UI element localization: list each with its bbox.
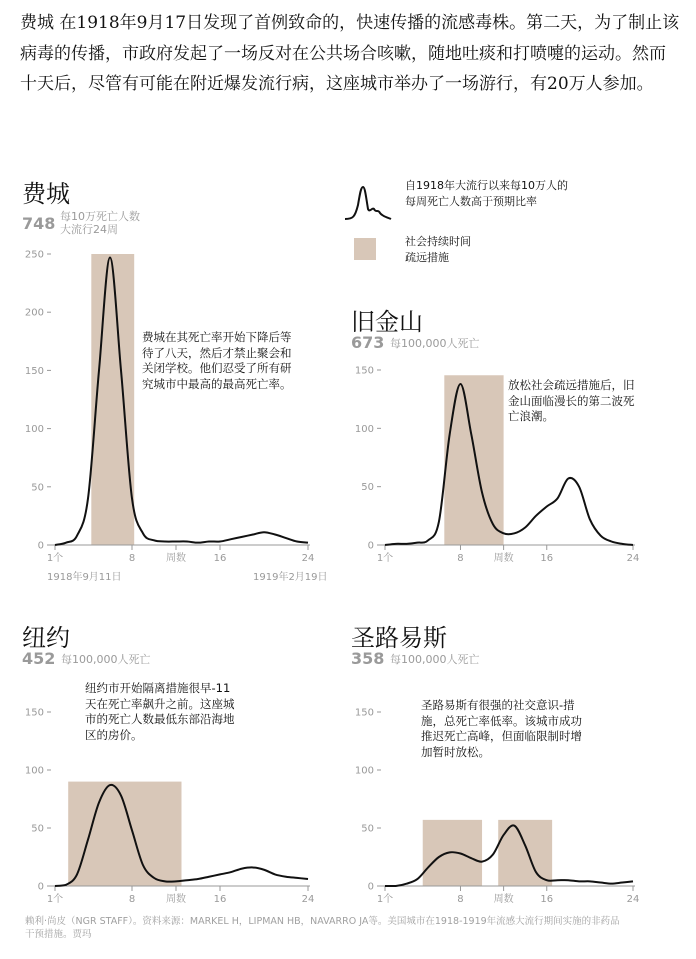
y-tick-label: 50 bbox=[361, 823, 374, 835]
data-point-week-14 bbox=[197, 878, 199, 880]
data-point-week-5 bbox=[98, 369, 100, 371]
distancing-band-1 bbox=[444, 375, 503, 545]
data-point-week-4 bbox=[416, 878, 418, 880]
data-point-week-10 bbox=[153, 877, 155, 879]
data-point-week-17 bbox=[230, 538, 232, 540]
data-point-week-10 bbox=[153, 539, 155, 541]
y-tick-label: 100 bbox=[354, 423, 374, 435]
note-san-francisco: 放松社会疏远措施后，旧金山面临漫长的第二波死亡浪潮。 bbox=[508, 378, 635, 423]
data-point-week-14 bbox=[524, 526, 526, 528]
distancing-band-1 bbox=[91, 254, 134, 545]
data-point-week-11 bbox=[164, 880, 166, 882]
y-tick-label: 100 bbox=[24, 424, 44, 436]
data-point-week-5 bbox=[427, 866, 429, 868]
x-tick-label: 24 bbox=[301, 553, 315, 564]
city-title-san-francisco: 旧金山 bbox=[351, 308, 423, 336]
data-point-week-13 bbox=[513, 824, 515, 826]
data-point-week-12 bbox=[502, 532, 504, 534]
unit-st-louis: 每100,000人死亡 bbox=[390, 653, 480, 666]
data-point-week-9 bbox=[142, 532, 144, 534]
data-point-week-11 bbox=[492, 523, 494, 525]
data-point-week-1 bbox=[54, 544, 56, 546]
data-point-week-18 bbox=[567, 879, 569, 881]
data-point-week-23 bbox=[296, 540, 298, 542]
x-tick-label: 24 bbox=[626, 894, 640, 905]
y-tick-label: 100 bbox=[24, 765, 44, 777]
data-point-week-23 bbox=[621, 543, 623, 545]
data-point-week-8 bbox=[459, 383, 461, 385]
data-point-week-2 bbox=[65, 884, 67, 886]
data-point-week-5 bbox=[427, 539, 429, 541]
data-point-week-16 bbox=[219, 540, 221, 542]
data-point-week-19 bbox=[252, 866, 254, 868]
data-point-week-21 bbox=[599, 881, 601, 883]
data-point-week-14 bbox=[197, 541, 199, 543]
data-point-week-9 bbox=[142, 864, 144, 866]
unit-new-york: 每100,000人死亡 bbox=[61, 653, 151, 666]
x-tick-label: 16 bbox=[540, 894, 554, 905]
data-point-week-21 bbox=[274, 533, 276, 535]
data-point-week-12 bbox=[502, 834, 504, 836]
x-tick-label: 8 bbox=[457, 553, 464, 564]
data-point-week-16 bbox=[546, 879, 548, 881]
y-tick-label: 150 bbox=[354, 365, 374, 377]
data-point-week-15 bbox=[535, 871, 537, 873]
x-tick-label: 16 bbox=[213, 894, 227, 905]
death-rate-san-francisco: 673 bbox=[351, 333, 385, 352]
data-point-week-22 bbox=[285, 537, 287, 539]
data-point-week-17 bbox=[556, 879, 558, 881]
data-point-week-10 bbox=[481, 491, 483, 493]
x-tick-label: 周数 bbox=[493, 894, 514, 905]
data-point-week-15 bbox=[208, 540, 210, 542]
data-point-week-17 bbox=[556, 497, 558, 499]
intro-paragraph: 费城 在1918年9月17日发现了首例致命的，快速传播的流感毒株。第二天，为了制止该病毒的传播，市政府发起了一场反对在公共场合咳嗽，随地吐痰和打喷嚏的运动。然而十天后，尽管有可能在附近爆发流行病，这座城市举办了一场游行，有20万人参加。 bbox=[20, 13, 680, 94]
data-point-week-22 bbox=[610, 882, 612, 884]
data-point-week-7 bbox=[448, 851, 450, 853]
x-tick-label: 8 bbox=[128, 553, 136, 564]
x-tick-label: 1个 bbox=[46, 553, 64, 564]
data-point-week-1 bbox=[384, 544, 386, 546]
data-point-week-5 bbox=[98, 801, 100, 803]
note-st-louis: 圣路易斯有很强的社交意识-措施，总死亡率低率。该城市成功推迟死亡高峰，但面临限制时增加暂时放松。 bbox=[421, 698, 582, 759]
x-tick-label: 1个 bbox=[376, 894, 394, 905]
data-point-week-3 bbox=[76, 873, 78, 875]
end-date-philadelphia: 1919年2月19日 bbox=[253, 572, 328, 583]
data-point-week-9 bbox=[470, 857, 472, 859]
data-point-week-11 bbox=[164, 540, 166, 542]
data-point-week-24 bbox=[632, 544, 634, 546]
start-date-philadelphia: 1918年9月11日 bbox=[47, 572, 122, 583]
data-point-week-19 bbox=[578, 880, 580, 882]
chart-philadelphia bbox=[0, 240, 345, 585]
data-point-week-20 bbox=[589, 518, 591, 520]
data-point-week-18 bbox=[567, 477, 569, 479]
data-point-week-4 bbox=[87, 838, 89, 840]
data-point-week-12 bbox=[175, 540, 177, 542]
y-tick-label: 50 bbox=[31, 823, 44, 835]
y-tick-label: 0 bbox=[367, 540, 374, 552]
data-point-week-8 bbox=[459, 852, 461, 854]
data-point-week-7 bbox=[448, 433, 450, 435]
x-tick-label: 周数 bbox=[166, 553, 186, 564]
y-tick-label: 250 bbox=[24, 249, 44, 261]
data-point-week-7 bbox=[120, 794, 122, 796]
data-point-week-4 bbox=[87, 497, 89, 499]
data-point-week-6 bbox=[438, 520, 440, 522]
data-point-week-23 bbox=[621, 881, 623, 883]
data-point-week-13 bbox=[513, 532, 515, 534]
y-tick-label: 150 bbox=[354, 707, 374, 719]
city-title-st-louis: 圣路易斯 bbox=[351, 624, 447, 652]
note-new-york: 纽约市开始隔离措施很早-11天在死亡率飙升之前。这座城市的死亡人数最低东部沿海地区的房价。 bbox=[85, 681, 235, 742]
data-point-week-4 bbox=[416, 541, 418, 543]
y-tick-label: 0 bbox=[37, 881, 44, 893]
data-point-week-3 bbox=[76, 534, 78, 536]
x-tick-label: 24 bbox=[626, 553, 640, 564]
y-tick-label: 100 bbox=[354, 765, 374, 777]
city-title-new-york: 纽约 bbox=[22, 624, 70, 652]
data-point-week-24 bbox=[632, 880, 634, 882]
legend-line-label: 自1918年大流行以来每10万人的 每周死亡人数高于预期比率 bbox=[405, 179, 568, 208]
y-tick-label: 50 bbox=[31, 482, 44, 494]
death-rate-st-louis: 358 bbox=[351, 649, 385, 668]
data-point-week-7 bbox=[120, 369, 122, 371]
y-tick-label: 50 bbox=[361, 482, 374, 494]
x-tick-label: 周数 bbox=[166, 894, 186, 905]
data-point-week-19 bbox=[252, 533, 254, 535]
data-point-week-23 bbox=[296, 877, 298, 879]
data-point-week-17 bbox=[230, 871, 232, 873]
data-point-week-2 bbox=[395, 885, 397, 887]
data-point-week-9 bbox=[470, 433, 472, 435]
legend-band-swatch bbox=[354, 238, 376, 260]
data-point-week-3 bbox=[405, 882, 407, 884]
legend-line-icon bbox=[343, 183, 393, 223]
data-point-week-14 bbox=[524, 844, 526, 846]
death-rate-new-york: 452 bbox=[22, 649, 56, 668]
data-point-week-20 bbox=[263, 869, 265, 871]
x-tick-label: 16 bbox=[540, 553, 554, 564]
x-tick-label: 8 bbox=[457, 894, 464, 905]
data-point-week-8 bbox=[131, 497, 133, 499]
data-point-week-3 bbox=[405, 543, 407, 545]
data-point-week-10 bbox=[481, 860, 483, 862]
data-point-week-24 bbox=[307, 541, 309, 543]
x-tick-label: 周数 bbox=[493, 553, 514, 564]
data-point-week-1 bbox=[384, 885, 386, 887]
y-tick-label: 0 bbox=[367, 881, 374, 893]
x-tick-label: 16 bbox=[213, 553, 227, 564]
distancing-band-1 bbox=[68, 782, 181, 886]
x-tick-label: 24 bbox=[301, 894, 315, 905]
data-point-week-22 bbox=[285, 876, 287, 878]
note-philadelphia: 费城在其死亡率开始下降后等待了八天，然后才禁止聚会和关闭学校。他们忍受了所有研究城市中最高的最高死亡率。 bbox=[142, 330, 292, 391]
data-point-week-12 bbox=[175, 880, 177, 882]
data-point-week-19 bbox=[578, 485, 580, 487]
data-point-week-21 bbox=[274, 873, 276, 875]
unit-san-francisco: 每100,000人死亡 bbox=[390, 337, 480, 350]
legend-band-label: 社会持续时间 疏远措施 bbox=[405, 235, 471, 264]
x-tick-label: 1个 bbox=[46, 894, 64, 905]
city-title-philadelphia: 费城 bbox=[22, 180, 70, 208]
data-point-week-6 bbox=[438, 856, 440, 858]
data-point-week-16 bbox=[546, 505, 548, 507]
data-point-week-2 bbox=[395, 543, 397, 545]
source-footer: 赖利·尚皮（NGR STAFF）。资料来源：MARKEL H，LIPMAN HB，NAVARRO JA等。美国城市在1918-1919年流感大流行期间实施的非药品干预措施。贾玛 bbox=[25, 916, 620, 940]
data-point-week-6 bbox=[109, 256, 111, 258]
y-tick-label: 150 bbox=[24, 707, 44, 719]
y-tick-label: 150 bbox=[24, 365, 44, 377]
data-point-week-18 bbox=[241, 536, 243, 538]
data-point-week-21 bbox=[599, 534, 601, 536]
data-point-week-2 bbox=[65, 541, 67, 543]
data-point-week-11 bbox=[492, 853, 494, 855]
data-point-week-15 bbox=[535, 515, 537, 517]
data-point-week-22 bbox=[610, 540, 612, 542]
unit-philadelphia: 每10万死亡人数 大流行24周 bbox=[60, 210, 140, 236]
data-point-week-24 bbox=[307, 878, 309, 880]
death-rate-philadelphia: 748 bbox=[22, 214, 56, 233]
data-point-week-1 bbox=[54, 885, 56, 887]
data-point-week-15 bbox=[208, 876, 210, 878]
data-point-week-13 bbox=[186, 540, 188, 542]
x-tick-label: 8 bbox=[128, 894, 136, 905]
x-tick-label: 1个 bbox=[376, 553, 394, 564]
data-point-week-16 bbox=[219, 873, 221, 875]
data-point-week-13 bbox=[186, 879, 188, 881]
y-tick-label: 0 bbox=[37, 540, 44, 552]
data-point-week-8 bbox=[131, 829, 133, 831]
data-point-week-20 bbox=[263, 531, 265, 533]
data-point-week-20 bbox=[589, 880, 591, 882]
y-tick-label: 200 bbox=[24, 307, 44, 319]
data-point-week-6 bbox=[109, 784, 111, 786]
data-point-week-18 bbox=[241, 867, 243, 869]
